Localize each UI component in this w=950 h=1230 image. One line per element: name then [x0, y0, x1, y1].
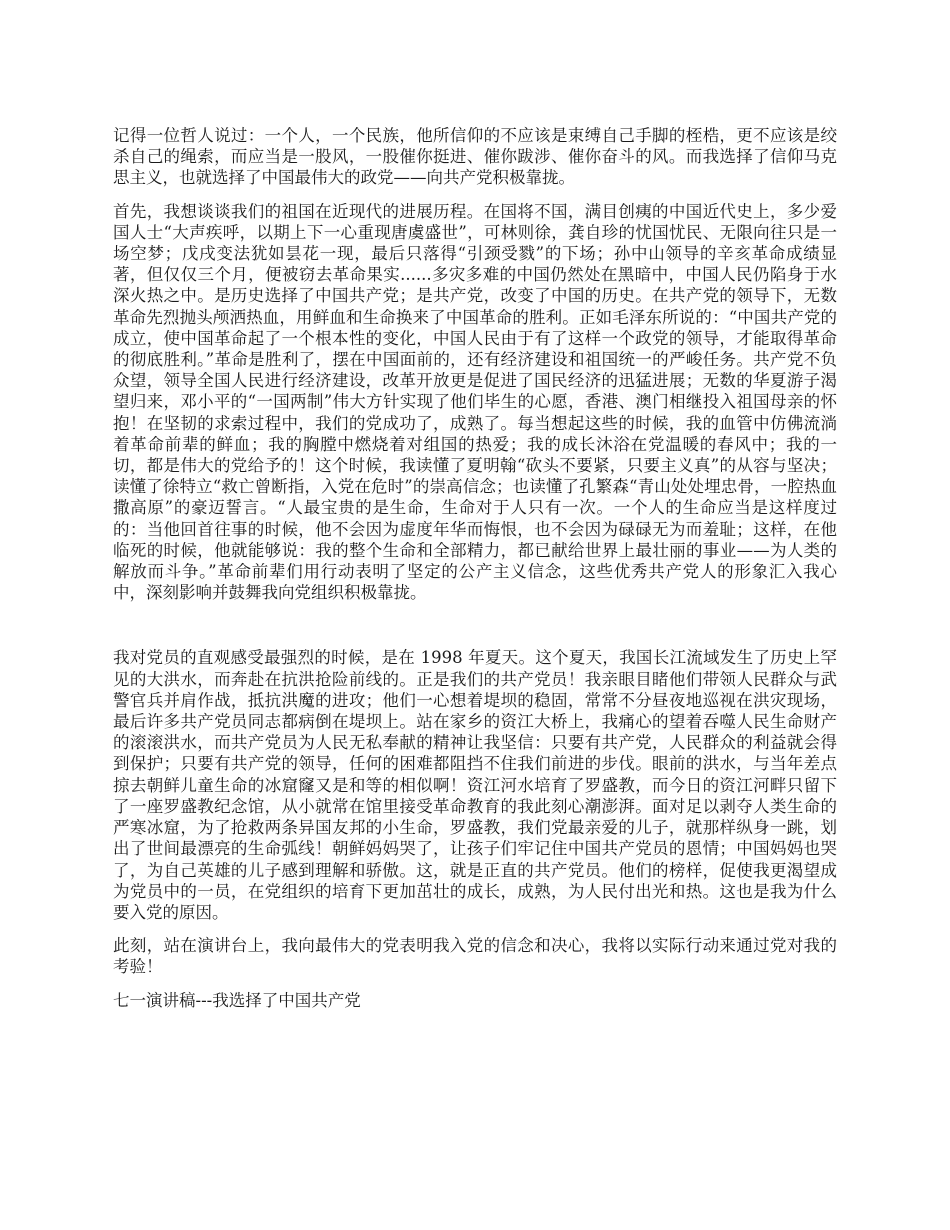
paragraph-history: 首先，我想谈谈我们的祖国在近现代的进展历程。在国将不国，满目创痍的中国近代史上，多少爱国人士“大声疾呼，以期上下一心重现唐虞盛世”，可林则徐，龚自珍的忧国忧民、无限向往只是一场空梦；戊戌变法犹如昙花一现，最后只落得“引颈受戮”的下场；孙中山领导的辛亥革命成绩显著，但仅仅三个月，便被窃去革命果实......多灾多难的中国仍然处在黑暗中，中国人民仍陷身于水深火热之中。是历史选择了中国共产党；是共产党，改变了中国的历史。在共产党的领导下，无数革命先烈抛头颅洒热血，用鲜血和生命换来了中国革命的胜利。正如毛泽东所说的：“中国共产党的成立，使中国革命起了一个根本性的变化，中国人民由于有了这样一个政党的领导，才能取得革命的彻底胜利。”革命是胜利了，摆在中国面前的，还有经济建设和祖国统一的严峻任务。共产党不负众望，领导全国人民进行经济建设，改革开放更是促进了国民经济的迅猛进展；无数的华夏游子渴望归来，邓小平的“一国两制”伟大方针实现了他们毕生的心愿，香港、澳门相继投入祖国母亲的怀抱！在坚韧的求索过程中，我们的党成功了，成熟了。每当想起这些的时候，我的血管中仿佛流淌着革命前辈的鲜血；我的胸膛中燃烧着对组国的热爱；我的成长沐浴在党温暖的春风中；我的一切，都是伟大的党给予的！这个时候，我读懂了夏明翰“砍头不要紧，只要主义真”的从容与坚决；读懂了徐特立“救亡曾断指，入党在危时”的崇高信念；也读懂了孔繁森“青山处处埋忠骨，一腔热血撒高原”的豪迈誓言。“人最宝贵的是生命，生命对于人只有一次。一个人的生命应当是这样度过的：当他回首往事的时候，他不会因为虚度年华而悔恨，也不会因为碌碌无为而羞耻；这样，在他临死的时候，他就能够说：我的整个生命和全部精力，都已献给世界上最壮丽的事业——为人类的解放而斗争。”革命前辈们用行动表明了坚定的公产主义信念，这些优秀共产党人的形象汇入我心中，深刻影响并鼓舞我向党组织积极靠拢。: [113, 201, 837, 603]
document-body: [113, 125, 837, 1023]
document-caption: 七一演讲稿---我选择了中国共产党: [113, 990, 361, 1010]
paragraph-flood: 我对党员的直观感受最强烈的时候，是在 1998 年夏天。这个夏天，我国长江流域发生了历史上罕见的大洪水，而奔赴在抗洪抢险前线的。正是我们的共产党员！我亲眼目睹他们带领人民群众与武警官兵并肩作战，抵抗洪魔的进攻；他们一心想着堤坝的稳固，常常不分昼夜地巡视在洪灾现场，最后许多共产党员同志都病倒在堤坝上。站在家乡的资江大桥上，我痛心的望着吞噬人民生命财产的滚滚洪水，而共产党员为人民无私奉献的精神让我坚信：只要有共产党，人民群众的利益就会得到保护；只要有共产党的领导，任何的困难都阻挡不住我们前进的步伐。眼前的洪水，与当年差点掠去朝鲜儿童生命的冰窟窿又是和等的相似啊！资江河水培育了罗盛教，而今日的资江河畔只留下了一座罗盛教纪念馆，从小就常在馆里接受革命教育的我此刻心潮澎湃。面对足以剥夺人类生命的严寒冰窟，为了抢救两条异国友邦的小生命，罗盛教，我们党最亲爱的儿子，就那样纵身一跳，划出了世间最漂亮的生命弧线！朝鲜妈妈哭了，让孩子们牢记住中国共产党员的恩情；中国妈妈也哭了，为自己英雄的儿子感到理解和骄傲。这，就是正直的共产党员。他们的榜样，促使我更渴望成为党员中的一员，在党组织的培育下更加茁壮的成长，成熟，为人民付出光和热。这也是我为什么要入党的原因。: [113, 648, 837, 922]
paragraph-pledge: 此刻，站在演讲台上，我向最伟大的党表明我入党的信念和决心，我将以实际行动来通过党对我的考验！: [113, 936, 837, 977]
paragraph-intro: 记得一位哲人说过：一个人，一个民族，他所信仰的不应该是束缚自己手脚的桎梏，更不应该是绞杀自己的绳索，而应当是一股风，一股催你挺进、催你跋涉、催你奋斗的风。而我选择了信仰马克思主义，也就选择了中国最伟大的政党——向共产党积极靠拢。: [113, 126, 837, 188]
